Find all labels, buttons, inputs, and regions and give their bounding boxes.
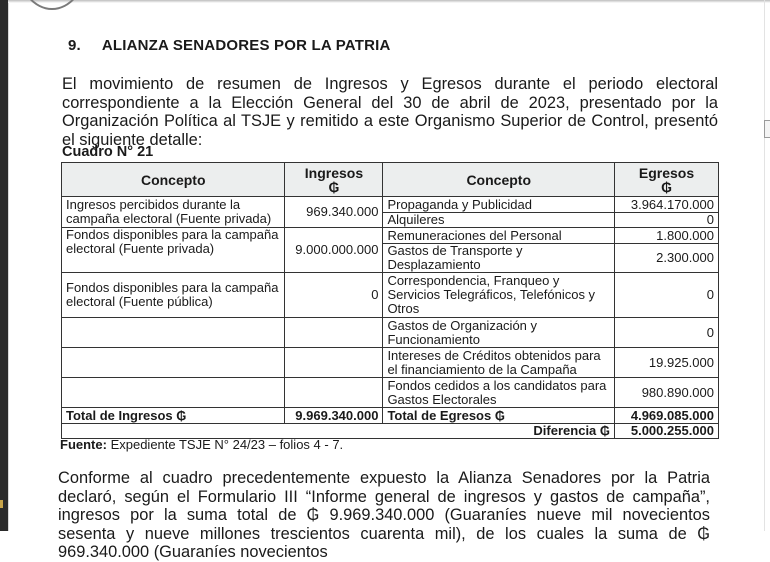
egreso-concepto: Remuneraciones del Personal [383, 228, 615, 244]
section-number: 9. [68, 37, 81, 54]
total-ingresos-label: Total de Ingresos ₲ [62, 408, 285, 424]
egreso-monto: 19.925.000 [615, 348, 719, 378]
egreso-monto: 3.964.170.000 [615, 197, 719, 213]
empty-cell [62, 378, 285, 408]
egreso-concepto: Alquileres [383, 213, 615, 228]
egreso-monto: 0 [615, 273, 719, 318]
table-row [62, 197, 719, 213]
header-egresos-label: Egresos [638, 164, 695, 181]
egreso-concepto: Intereses de Créditos obtenidos para el financiamiento de la Campaña [383, 348, 615, 378]
egreso-concepto: Gastos de Transporte y Desplazamiento [383, 244, 615, 273]
income-expense-table [61, 162, 719, 439]
total-ingresos-value: 9.969.340.000 [285, 408, 383, 424]
header-ingresos [285, 163, 383, 197]
table-caption: Cuadro N° 21 [62, 144, 154, 160]
source-note [60, 437, 343, 452]
egreso-monto: 980.890.000 [615, 378, 719, 408]
empty-cell [285, 378, 383, 408]
ingreso-concepto: Ingresos percibidos durante la campaña electoral (Fuente privada) [62, 197, 285, 228]
closing-paragraph: Conforme al cuadro precedentemente expuesto la Alianza Senadores por la Patria declaró, según el Formulario III “Informe general de ingresos y gastos de campaña”, ingresos por la suma total de ₲ 9.969.340.000 (Guaraníes nueve mil novecientos sesenta y nueve millones trescientos cuarenta mil), de los cuales la suma de ₲ 969.340.000 (Guaraníes novecientos [58, 469, 710, 561]
egreso-concepto: Fondos cedidos a los candidatos para Gastos Electorales [383, 378, 615, 408]
egreso-concepto: Propaganda y Publicidad [383, 197, 615, 213]
egreso-monto: 0 [615, 213, 719, 228]
empty-cell [285, 318, 383, 348]
egreso-monto: 0 [615, 318, 719, 348]
egreso-monto: 2.300.000 [615, 244, 719, 273]
page-top-shadow [8, 0, 770, 3]
source-label: Fuente: [60, 437, 107, 452]
header-concepto-egresos: Concepto [383, 163, 615, 197]
table-row [62, 228, 719, 244]
egreso-concepto: Gastos de Organización y Funcionamiento [383, 318, 615, 348]
table-header-row [62, 163, 719, 197]
sidebar-marker [0, 500, 3, 508]
egreso-monto: 1.800.000 [615, 228, 719, 244]
ingreso-concepto: Fondos disponibles para la campaña electoral (Fuente privada) [62, 228, 285, 273]
ingreso-monto: 969.340.000 [285, 197, 383, 228]
header-concepto-ingresos: Concepto [62, 163, 285, 197]
table-row [62, 348, 719, 378]
empty-cell [62, 348, 285, 378]
totals-row [62, 408, 719, 424]
page-edge [8, 0, 9, 531]
diferencia-label: Diferencia ₲ [62, 424, 615, 439]
guarani-currency-icon: ₲ [328, 178, 340, 195]
diferencia-value: 5.000.255.000 [615, 424, 719, 439]
total-egresos-label: Total de Egresos ₲ [383, 408, 615, 424]
empty-cell [62, 318, 285, 348]
header-egresos [615, 163, 719, 197]
ingreso-monto: 9.000.000.000 [285, 228, 383, 273]
source-text: Expediente TSJE N° 24/23 – folios 4 - 7. [106, 437, 344, 452]
page-right-edge [764, 0, 765, 531]
header-ingresos-label: Ingresos [304, 164, 364, 181]
intro-paragraph: El movimiento de resumen de Ingresos y Egresos durante el periodo electoral correspondiente a la Elección General del 30 de abril de 2023, presentado por la Organización Política al TSJE y remitido a este Organismo Superior de Control, presentó el siguiente detalle: [62, 75, 718, 149]
guarani-currency-icon: ₲ [661, 178, 672, 195]
total-egresos-value: 4.969.085.000 [615, 408, 719, 424]
table-row [62, 318, 719, 348]
egreso-concepto: Correspondencia, Franqueo y Servicios Telegráficos, Telefónicos y Otros [383, 273, 615, 318]
section-title: ALIANZA SENADORES POR LA PATRIA [101, 37, 391, 54]
ingreso-concepto: Fondos disponibles para la campaña electoral (Fuente pública) [62, 273, 285, 318]
scrollbar-handle[interactable] [764, 120, 770, 138]
ingreso-monto: 0 [285, 273, 383, 318]
empty-cell [285, 348, 383, 378]
section-heading [68, 37, 391, 54]
table-row [62, 378, 719, 408]
table-row [62, 273, 719, 318]
viewer-left-sidebar [0, 0, 8, 531]
